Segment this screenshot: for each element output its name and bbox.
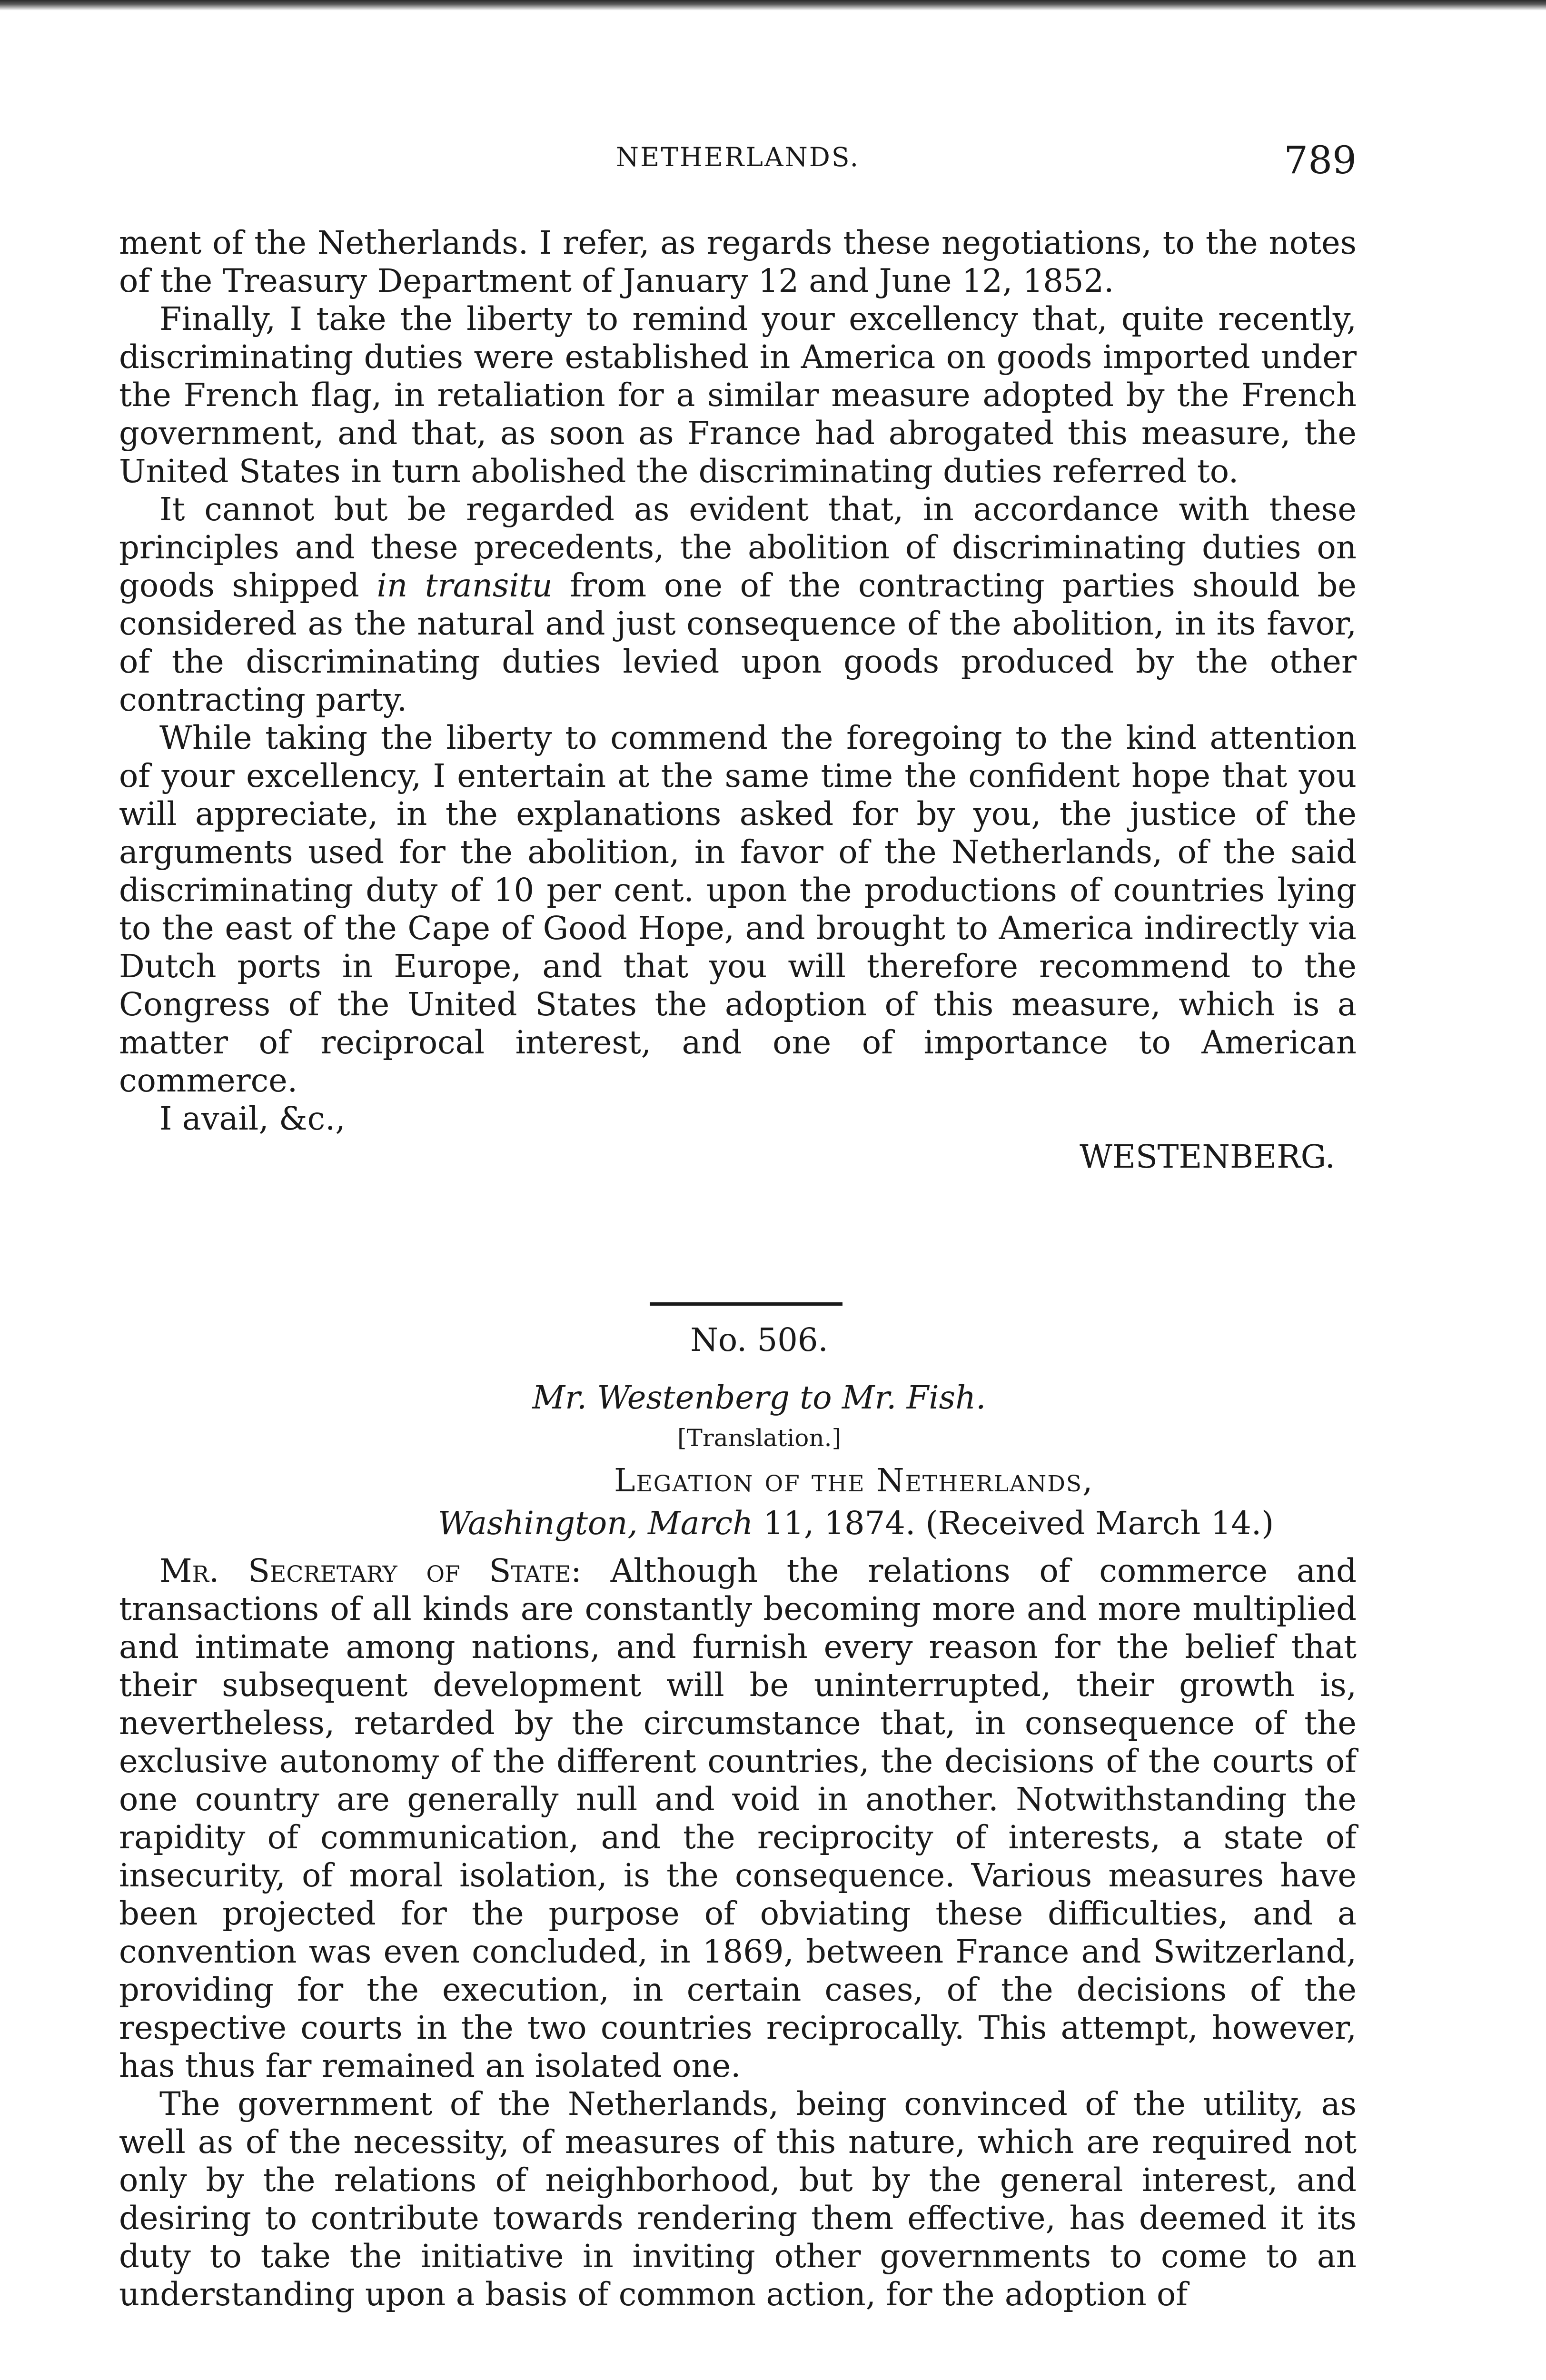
correspondents-heading bbox=[119, 1378, 1357, 1417]
paragraph-relations-text: : Although the relations of commerce and transactions of all kinds are constantly becoming more and more multiplied and intimate among nations, and furnish every reason for the belief that their subsequent development will be uninterrupted, their growth is, nevertheless, retarded by the circumstance that, in consequence of the exclusive autonomy of the different countries, the decisions of the courts of one country are generally null and void in another. Notwithstanding the rapidity of communication, and the reciprocity of interests, a state of insecurity, of moral isolation, is the consequence. Various measures have been projected for the purpose of obviating these difficulties, and a convention was even concluded, in 1869, between France and Switzerland, providing for the execution, in certain cases, of the decisions of the respective courts in the two countries reciprocally. This attempt, however, has thus far remained an isolated one. bbox=[119, 1552, 1357, 2084]
in-transitu-emphasis: in transitu bbox=[377, 567, 553, 604]
sign-off: I avail, &c., bbox=[159, 1100, 346, 1137]
letter-westenberg-continuation bbox=[119, 224, 1357, 1176]
paragraph-french-flag: Finally, I take the liberty to remind your excellency that, quite recently, discriminating duties were established in America on goods imported under the French flag, in retaliation for a similar measure adopted by the French government, and that, as soon as France had abrogated this measure, the United States in turn abolished the discriminating duties referred to. bbox=[119, 300, 1357, 490]
salutation: Mr. Secretary of State bbox=[159, 1552, 571, 1589]
paragraph-commend: While taking the liberty to commend the foregoing to the kind attention of your excellency, I entertain at the same time the confident hope that you will appreciate, in the explanations asked for by you, the justice of the arguments used for the abolition, in favor of the Netherlands, of the said discriminating duty of 10 per cent. upon the productions of countries lying to the east of the Cape of Good Hope, and brought to America indirectly via Dutch ports in Europe, and that you will therefore recommend to the Congress of the United States the adoption of this measure, which is a matter of reciprocal interest, and one of importance to American commerce. bbox=[119, 719, 1357, 1099]
dateline-place: Washington, bbox=[438, 1505, 638, 1542]
letter-no-506-body bbox=[119, 1552, 1357, 2313]
paragraph-continued: ment of the Netherlands. I refer, as regards these negotiations, to the notes of the Treasury Department of January 12 and June 12, 1852. bbox=[119, 224, 1357, 299]
dateline bbox=[438, 1504, 1274, 1542]
legation-heading: Legation of the Netherlands, bbox=[614, 1462, 1094, 1499]
scan-top-edge bbox=[0, 0, 1546, 10]
paragraph-in-transitu bbox=[119, 490, 1357, 719]
paragraph-relations bbox=[119, 1552, 1357, 2085]
dateline-month: March bbox=[648, 1505, 753, 1542]
translation-note bbox=[119, 1421, 1357, 1455]
document-number-text: No. 506. bbox=[690, 1321, 828, 1359]
running-head: NETHERLANDS. bbox=[615, 142, 860, 172]
paragraph-in-transitu-before: It cannot but be regarded as evident that, in accordance with these principles and these precedents, the abolition of discriminating duties on goods shipped bbox=[119, 491, 1357, 604]
translation-note-text: [Translation.] bbox=[677, 1424, 842, 1452]
page-header bbox=[119, 138, 1357, 190]
paragraph-netherlands-government: The government of the Netherlands, being convinced of the utility, as well as of the necessity, of measures of this nature, which are required not only by the relations of neighborhood, but by the general interest, and desiring to contribute towards rendering them effective, has deemed it its duty to take the initiative in inviting other governments to come to an understanding upon a basis of common action, for the adoption of bbox=[119, 2085, 1357, 2313]
correspondents-text: Mr. Westenberg to Mr. Fish. bbox=[532, 1379, 986, 1416]
signature: WESTENBERG. bbox=[1080, 1138, 1335, 1175]
paragraph-in-transitu-after: from one of the contracting parties should be considered as the natural and just consequence of the abolition, in its favor, of the discriminating duties levied upon goods produced by the other contracting party. bbox=[119, 567, 1357, 718]
page-number: 789 bbox=[1284, 138, 1357, 182]
document-number bbox=[119, 1299, 1357, 1359]
dateline-rest: 11, 1874. (Received March 14.) bbox=[753, 1505, 1274, 1542]
